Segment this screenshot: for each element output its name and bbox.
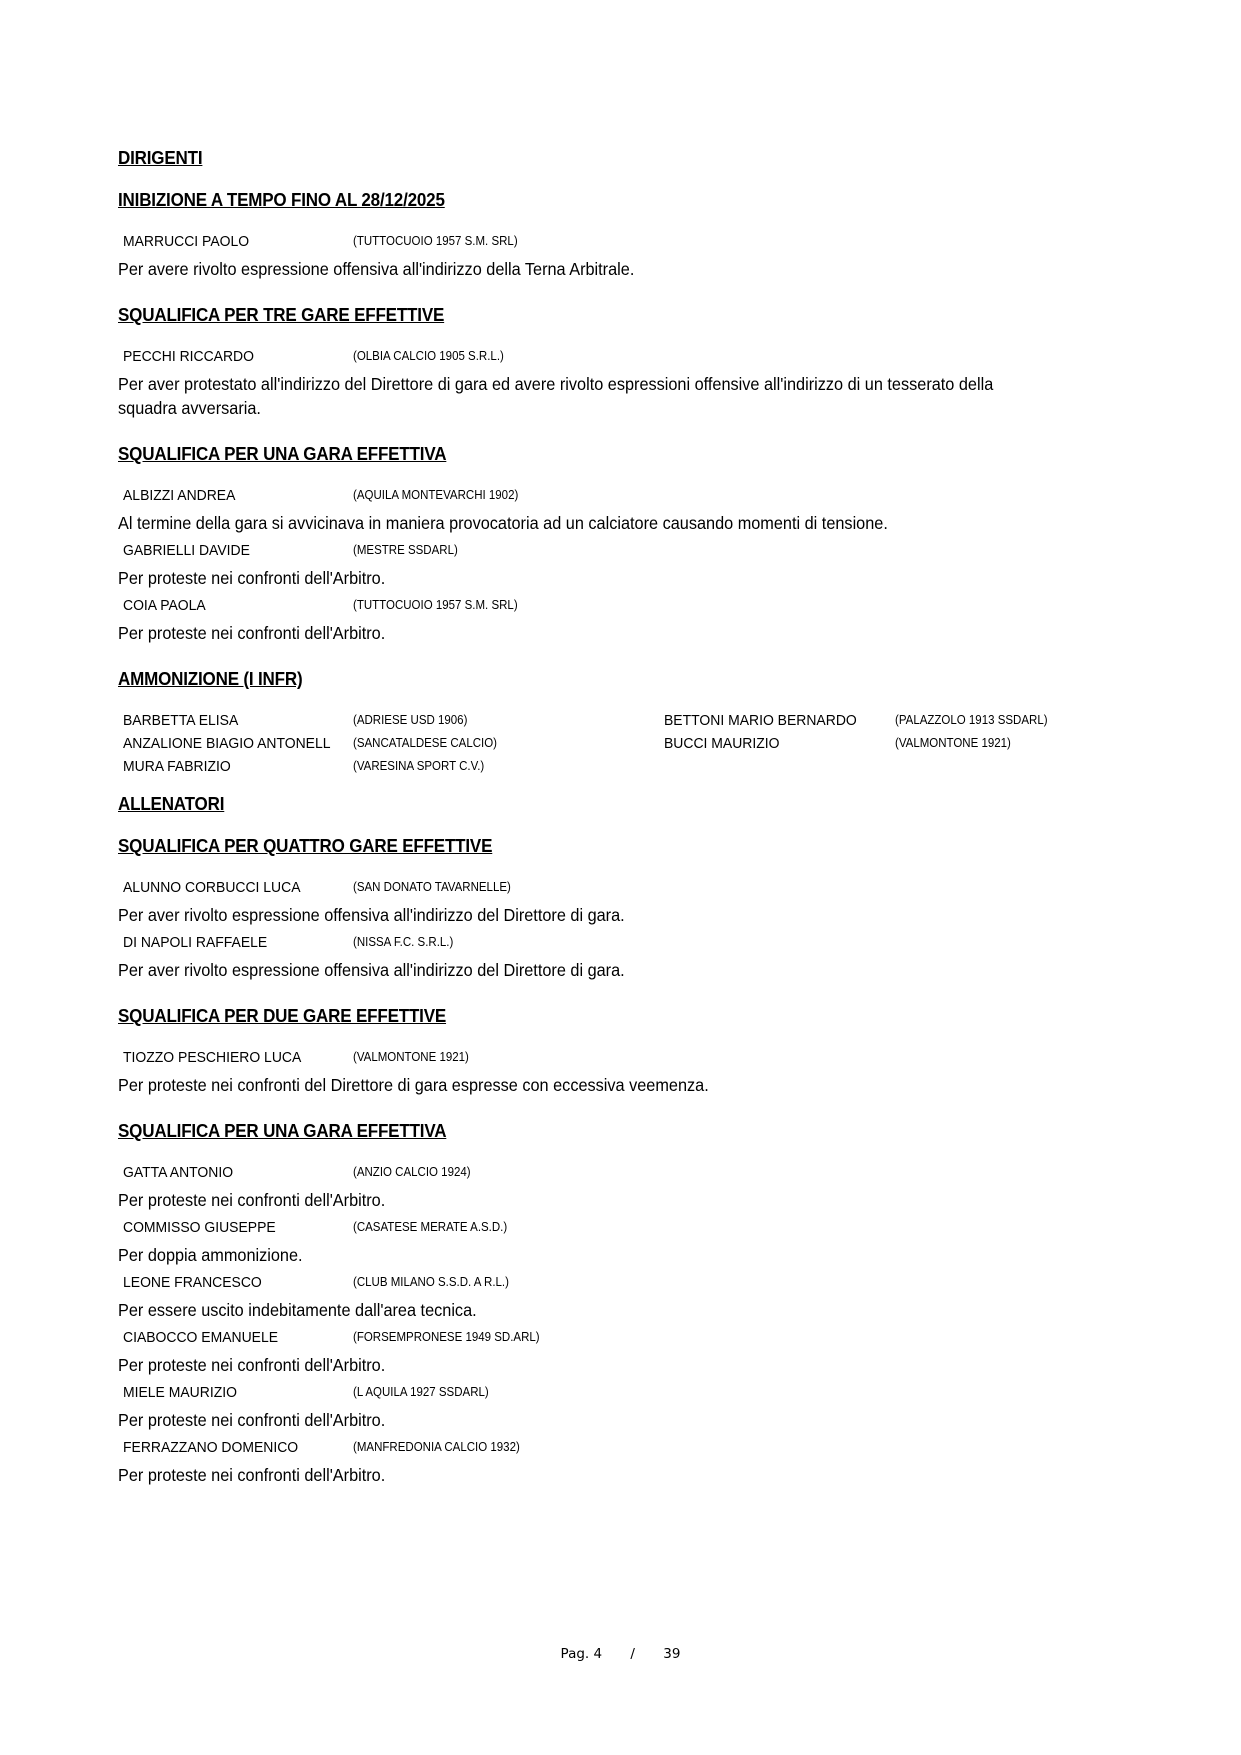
heading-una-gara-allenatori: SQUALIFICA PER UNA GARA EFFETTIVA xyxy=(118,1120,447,1141)
team-name: (CASATESE MERATE A.S.D.) xyxy=(353,1220,508,1234)
team-name: (AQUILA MONTEVARCHI 1902) xyxy=(353,488,519,502)
sanction-reason: Al termine della gara si avvicinava in maniera provocatoria ad un calciatore causando momenti di tensione. xyxy=(118,513,888,533)
section-title-allenatori: ALLENATORI xyxy=(118,793,225,814)
list-item xyxy=(118,931,1128,954)
list-item xyxy=(118,1326,1128,1349)
person-name: LEONE FRANCESCO xyxy=(123,1274,262,1291)
sanction-reason: Per proteste nei confronti del Direttore di gara espresse con eccessiva veemenza. xyxy=(118,1075,709,1095)
total-pages: 39 xyxy=(663,1646,681,1662)
sanction-reason: Per proteste nei confronti dell'Arbitro. xyxy=(118,1355,386,1375)
person-name: COMMISSO GIUSEPPE xyxy=(123,1219,276,1236)
sanction-reason: Per proteste nei confronti dell'Arbitro. xyxy=(118,568,386,588)
person-name: BETTONI MARIO BERNARDO xyxy=(664,712,857,729)
list-item xyxy=(118,594,1128,617)
page-separator: / xyxy=(630,1646,635,1662)
heading-una-gara-dirigenti: SQUALIFICA PER UNA GARA EFFETTIVA xyxy=(118,443,447,464)
sanction-reason: Per essere uscito indebitamente dall'area tecnica. xyxy=(118,1300,477,1320)
heading-tre-gare: SQUALIFICA PER TRE GARE EFFETTIVE xyxy=(118,304,445,325)
team-name: (L AQUILA 1927 SSDARL) xyxy=(353,1385,489,1399)
team-name: (TUTTOCUOIO 1957 S.M. SRL) xyxy=(353,234,518,248)
sanction-reason: Per proteste nei confronti dell'Arbitro. xyxy=(118,1190,386,1210)
team-name: (PALAZZOLO 1913 SSDARL) xyxy=(895,713,1048,727)
list-item xyxy=(118,1161,1128,1184)
team-name: (FORSEMPRONESE 1949 SD.ARL) xyxy=(353,1330,540,1344)
heading-quattro-gare: SQUALIFICA PER QUATTRO GARE EFFETTIVE xyxy=(118,835,493,856)
table-row xyxy=(118,709,1128,732)
team-name: (MANFREDONIA CALCIO 1932) xyxy=(353,1440,520,1454)
list-item xyxy=(118,1271,1128,1294)
team-name: (SAN DONATO TAVARNELLE) xyxy=(353,880,511,894)
team-name: (SANCATALDESE CALCIO) xyxy=(353,736,497,750)
ammonizione-table xyxy=(118,709,1128,778)
list-item xyxy=(118,230,1128,253)
page-label: Pag. 4 xyxy=(560,1646,603,1662)
team-name: (CLUB MILANO S.S.D. A R.L.) xyxy=(353,1275,509,1289)
section-title-dirigenti: DIRIGENTI xyxy=(118,147,203,168)
list-item xyxy=(118,1381,1128,1404)
sanction-reason: Per proteste nei confronti dell'Arbitro. xyxy=(118,1410,386,1430)
list-item xyxy=(118,539,1128,562)
person-name: COIA PAOLA xyxy=(123,597,206,614)
team-name: (TUTTOCUOIO 1957 S.M. SRL) xyxy=(353,598,518,612)
team-name: (ANZIO CALCIO 1924) xyxy=(353,1165,471,1179)
team-name: (NISSA F.C. S.R.L.) xyxy=(353,935,454,949)
list-item xyxy=(118,484,1128,507)
team-name: (MESTRE SSDARL) xyxy=(353,543,458,557)
person-name: TIOZZO PESCHIERO LUCA xyxy=(123,1049,302,1066)
person-name: MURA FABRIZIO xyxy=(123,758,231,775)
person-name: MARRUCCI PAOLO xyxy=(123,233,250,250)
heading-due-gare: SQUALIFICA PER DUE GARE EFFETTIVE xyxy=(118,1005,447,1026)
sanction-reason: Per doppia ammonizione. xyxy=(118,1245,303,1265)
person-name: DI NAPOLI RAFFAELE xyxy=(123,934,268,951)
sanction-reason: Per avere rivolto espressione offensiva all'indirizzo della Terna Arbitrale. xyxy=(118,259,635,279)
team-name: (OLBIA CALCIO 1905 S.R.L.) xyxy=(353,349,504,363)
page-content xyxy=(118,146,1128,1487)
person-name: BUCCI MAURIZIO xyxy=(664,735,780,752)
table-row xyxy=(118,755,1128,778)
person-name: GATTA ANTONIO xyxy=(123,1164,234,1181)
person-name: CIABOCCO EMANUELE xyxy=(123,1329,279,1346)
heading-ammonizione: AMMONIZIONE (I INFR) xyxy=(118,668,303,689)
team-name: (ADRIESE USD 1906) xyxy=(353,713,468,727)
person-name: MIELE MAURIZIO xyxy=(123,1384,237,1401)
person-name: ALUNNO CORBUCCI LUCA xyxy=(123,879,301,896)
list-item xyxy=(118,1046,1128,1069)
sanction-reason: Per aver protestato all'indirizzo del Direttore di gara ed avere rivolto espressioni offensive all'indirizzo di un tesserato della squadra avversaria. xyxy=(118,374,994,418)
person-name: BARBETTA ELISA xyxy=(123,712,239,729)
sanction-reason: Per proteste nei confronti dell'Arbitro. xyxy=(118,623,386,643)
person-name: GABRIELLI DAVIDE xyxy=(123,542,250,559)
person-name: PECCHI RICCARDO xyxy=(123,348,254,365)
list-item xyxy=(118,345,1128,368)
page-footer xyxy=(0,1646,1241,1662)
list-item xyxy=(118,1436,1128,1459)
person-name: ALBIZZI ANDREA xyxy=(123,487,236,504)
list-item xyxy=(118,1216,1128,1239)
team-name: (VALMONTONE 1921) xyxy=(895,736,1011,750)
sanction-reason: Per proteste nei confronti dell'Arbitro. xyxy=(118,1465,386,1485)
sanction-reason: Per aver rivolto espressione offensiva all'indirizzo del Direttore di gara. xyxy=(118,960,625,980)
list-item xyxy=(118,876,1128,899)
heading-inibizione: INIBIZIONE A TEMPO FINO AL 28/12/2025 xyxy=(118,189,445,210)
person-name: ANZALIONE BIAGIO ANTONELL xyxy=(123,735,331,752)
sanction-reason: Per aver rivolto espressione offensiva all'indirizzo del Direttore di gara. xyxy=(118,905,625,925)
team-name: (VALMONTONE 1921) xyxy=(353,1050,469,1064)
team-name: (VARESINA SPORT C.V.) xyxy=(353,759,485,773)
person-name: FERRAZZANO DOMENICO xyxy=(123,1439,299,1456)
table-row xyxy=(118,732,1128,755)
